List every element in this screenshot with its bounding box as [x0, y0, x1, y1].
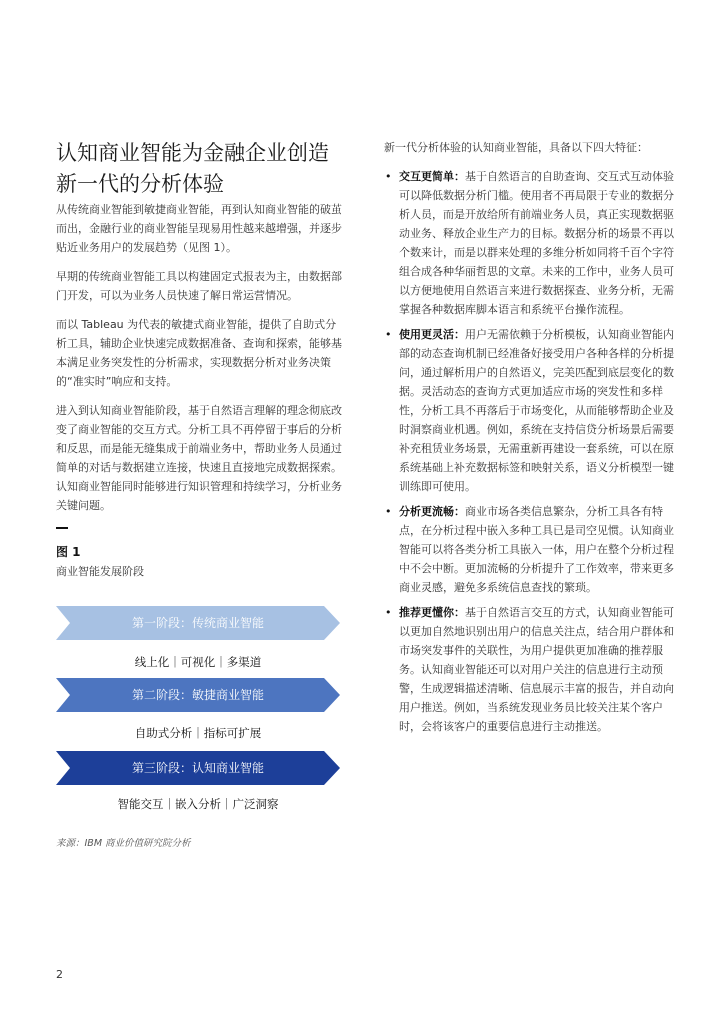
stage-2-label: 第二阶段：敏捷商业智能 — [131, 688, 264, 702]
traditional-bi-paragraph: 早期的传统商业智能工具以构建固定式报表为主，由数据部门开发，可以为业务人员快速了解日常运营情况。 — [56, 270, 342, 302]
figure-divider — [56, 527, 68, 529]
stage-3-caption: 智能交互｜嵌入分析｜广泛洞察 — [117, 797, 279, 811]
stage-2-arrow — [56, 678, 340, 712]
features-intro: 新一代分析体验的认知商业智能，具备以下四大特征： — [384, 141, 648, 154]
stage-1-arrow — [56, 606, 340, 640]
feature-text: 用户无需依赖于分析模板，认知商业智能内部的动态查询机制已经准备好接受用户各种各样的分析提问，通过解析用户的自然语义，完美匹配到底层变化的数据。灵活动态的查询方式更加适应市场的突发性和多样性，分析工具不再落后于市场变化，从而能够帮助企业及时洞察商业机遇。例如，系统在支持信贷分析场景后需要补充租赁业务场景，无需重新再建设一套系统，可以在原系统基础上补充数据标签和映射关系，语义分析模型一键训练即可使用。 — [399, 328, 674, 493]
feature-heading: 分析更流畅： — [399, 505, 465, 518]
bullet-dot-icon: • — [385, 170, 392, 183]
feature-heading: 推荐更懂你： — [399, 606, 465, 619]
feature-flexibility — [384, 325, 674, 496]
stage-1-label: 第一阶段：传统商业智能 — [131, 616, 264, 630]
intro-paragraph: 从传统商业智能到敏捷商业智能，再到认知商业智能的破茧而出，金融行业的商业智能呈现易用性越来越增强，并逐步贴近业务用户的发展趋势（见图 1）。 — [56, 203, 342, 254]
page-number: 2 — [56, 968, 63, 981]
stage-2-caption: 自助式分析｜指标可扩展 — [134, 726, 262, 740]
figure-label: 图 1 — [56, 545, 81, 559]
feature-recommendation — [384, 603, 674, 736]
feature-interaction — [384, 167, 674, 319]
left-column — [56, 200, 346, 525]
stage-1-caption: 线上化｜可视化｜多渠道 — [134, 655, 262, 669]
feature-heading: 交互更简单： — [399, 170, 465, 183]
feature-fluency — [384, 502, 674, 597]
bullet-dot-icon: • — [385, 606, 392, 619]
figure-subtitle: 商业智能发展阶段 — [56, 565, 144, 578]
figure-source: 来源：IBM 商业价值研究院分析 — [56, 838, 191, 849]
feature-heading: 使用更灵活： — [399, 328, 465, 341]
page-title: 认知商业智能为金融企业创造新一代的分析体验 — [56, 141, 329, 196]
feature-text: 基于自然语言交互的方式，认知商业智能可以更加自然地识别出用户的信息关注点，结合用户群体和市场突发事件的关联性，为用户提供更加准确的推荐服务。认知商业智能还可以对用户关注的信息进行主动预警，生成逻辑描述清晰、信息展示丰富的报告，并自动向用户推送。例如，当系统发现业务员比较关注某个客户时，会将该客户的重要信息进行主动推送。 — [399, 606, 674, 733]
agile-bi-paragraph: 而以 Tableau 为代表的敏捷式商业智能，提供了自助式分析工具，辅助企业快速完成数据准备、查询和探索，能够基本满足业务突发性的分析需求，实现数据分析对业务决策的“准实时”响应和支持。 — [56, 318, 342, 388]
feature-text: 商业市场各类信息繁杂，分析工具各有特点，在分析过程中嵌入多种工具已是司空见惯。认知商业智能可以将各类分析工具嵌入一体，用户在整个分析过程中不会中断。更加流畅的分析提升了工作效率，带来更多商业灵感，避免多系统信息查找的繁琐。 — [399, 505, 674, 594]
feature-text: 基于自然语言的自助查询、交互式互动体验可以降低数据分析门槛。使用者不再局限于专业的数据分析人员，而是开放给所有前端业务人员，真正实现数据驱动业务、释放企业生产力的目标。数据分析的场景不再以个数来计，而是以群来处理的多维分析如同将千百个字符组合成各种华丽哲思的文章。未来的工作中，业务人员可以方便地使用自然语言来进行数据探查、业务分析，无需掌握各种数据库脚本语言和系统平台操作流程。 — [399, 170, 674, 316]
right-column — [384, 138, 674, 742]
stage-3-label: 第三阶段：认知商业智能 — [131, 761, 264, 775]
bullet-dot-icon: • — [385, 505, 392, 518]
stage-3-arrow — [56, 751, 340, 785]
bullet-dot-icon: • — [385, 328, 392, 341]
cognitive-bi-paragraph: 进入到认知商业智能阶段，基于自然语言理解的理念彻底改变了商业智能的交互方式。分析工具不再停留于事后的分析和反思，而是能无缝集成于前端业务中，帮助业务人员通过简单的对话与数据建立连接，快速且直接地完成数据探索。认知商业智能同时能够进行知识管理和持续学习，分析业务关键问题。 — [56, 404, 342, 512]
